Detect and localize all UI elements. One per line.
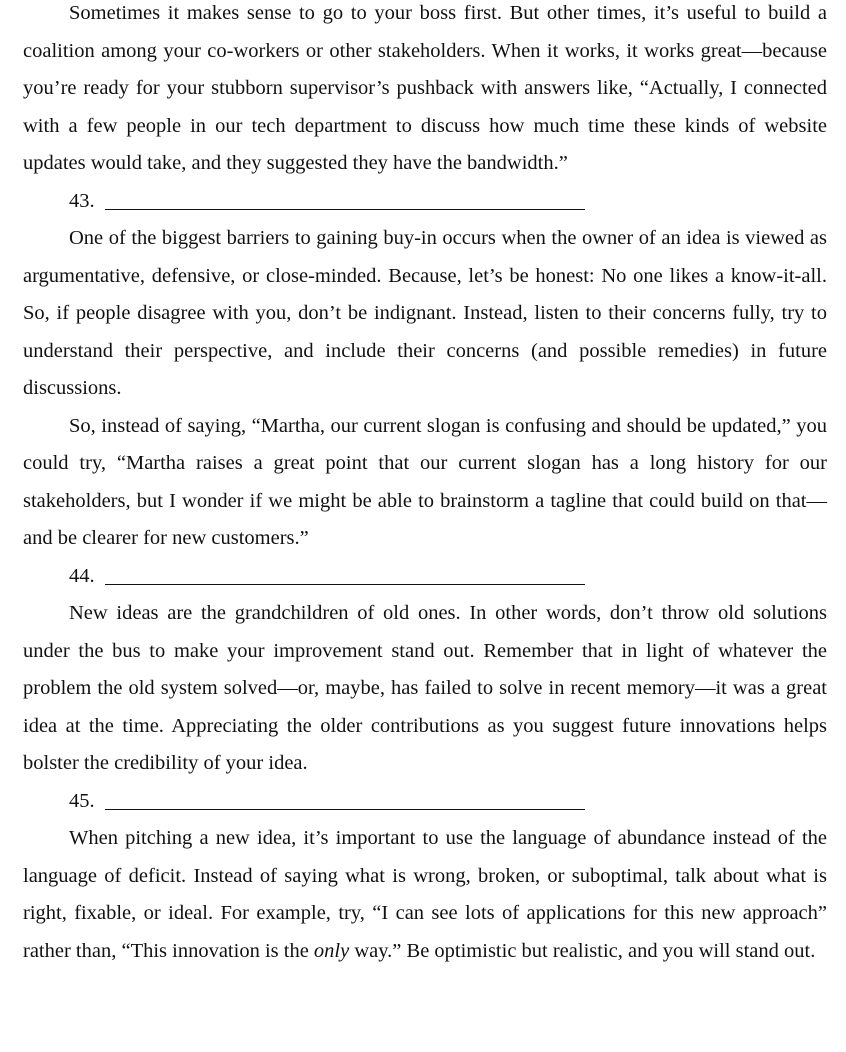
emphasized-word: only [313,939,350,962]
paragraph-text-after: way.” Be optimistic but realistic, and you will stand out. [349,939,816,962]
paragraph-new-ideas: New ideas are the grandchildren of old ones. In other words, don’t throw old solutions under the bus to make your improvement stand out. Remember that in light of whatever the problem the old system solved—or, maybe, has failed to solve in recent memory—it was a great idea at the time. Appreciating the older contributions as you suggest future innovations helps bolster the credibility of your idea. [23,602,827,774]
paragraph-abundance [23,820,827,970]
paragraph-martha-example: So, instead of saying, “Martha, our current slogan is confusing and should be updated,” you could try, “Martha raises a great point that our current slogan has a long history for our stakeholders, but I wonder if we might be able to brainstorm a tagline that could build on that—and be clearer for new customers.” [23,414,827,549]
paragraph-text-before: When pitching a new idea, it’s important to use the language of abundance instead of the language of deficit. Instead of saying what is wrong, broken, or suboptimal, talk about what is right, fixable, or ideal. For example, try, “I can see lots of applications for this new approach” rather than, “This innovation is the [23,827,827,962]
question-number: 43. [69,189,95,212]
answer-line[interactable] [105,783,585,810]
answer-blank-43 [23,183,827,221]
answer-blank-44 [23,558,827,596]
paragraph-coalition: Sometimes it makes sense to go to your boss first. But other times, it’s useful to build a coalition among your co-workers or other stakeholders. When it works, it works great—because you’re ready for your stubborn supervisor’s pushback with answers like, “Actually, I connected with a few people in our tech department to discuss how much time these kinds of website updates would take, and they suggested they have the bandwidth.” [23,2,827,174]
paragraph-buy-in: One of the biggest barriers to gaining buy-in occurs when the owner of an idea is viewed as argumentative, defensive, or close-minded. Because, let’s be honest: No one likes a know-it-all. So, if people disagree with you, don’t be indignant. Instead, listen to their concerns fully, try to understand their perspective, and include their concerns (and possible remedies) in future discussions. [23,227,827,399]
question-number: 44. [69,564,95,587]
answer-line[interactable] [105,558,585,585]
question-number: 45. [69,789,95,812]
answer-blank-45 [23,783,827,821]
answer-line[interactable] [105,183,585,210]
